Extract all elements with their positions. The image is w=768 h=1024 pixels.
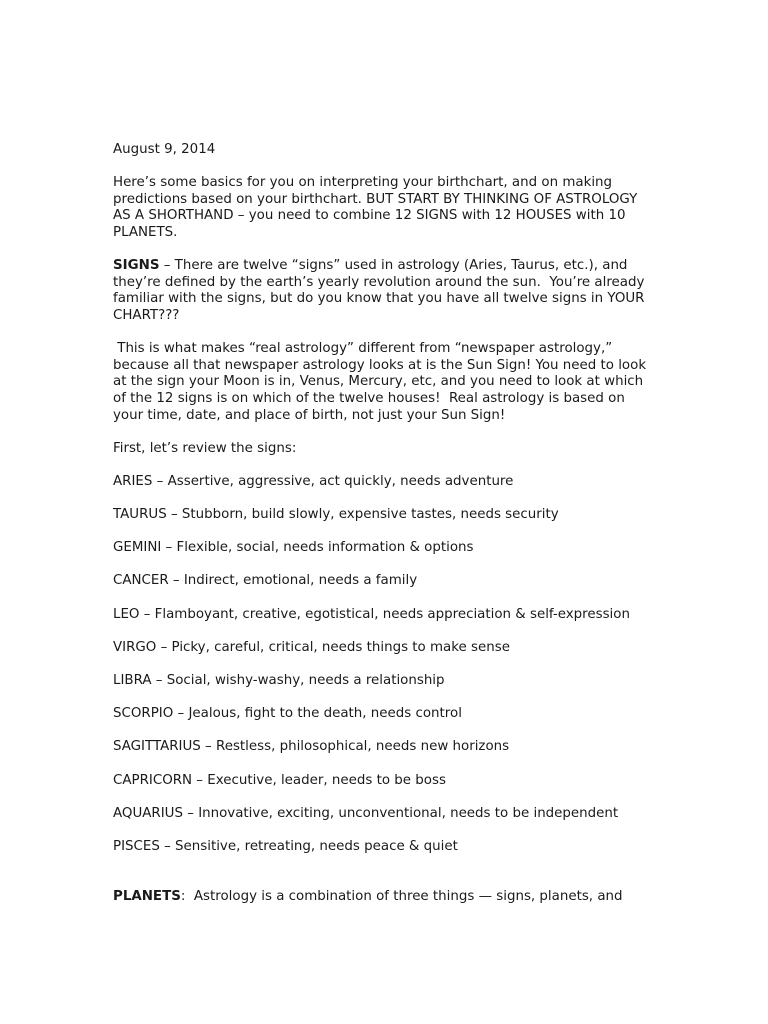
section-spacer — [113, 872, 658, 889]
sign-entry-taurus: TAURUS – Stubborn, build slowly, expensive tastes, needs security — [113, 507, 559, 523]
planets-paragraph — [113, 889, 658, 906]
sign-entry-aries: ARIES – Assertive, aggressive, act quickly, needs adventure — [113, 473, 514, 489]
sign-entry-sagittarius: SAGITTARIUS – Restless, philosophical, needs new horizons — [113, 739, 510, 755]
sign-entry-aquarius: AQUARIUS – Innovative, exciting, unconventional, needs to be independent — [113, 805, 619, 821]
sign-entry-cancer: CANCER – Indirect, emotional, needs a family — [113, 573, 418, 589]
document-page — [113, 142, 658, 922]
review-line: First, let’s review the signs: — [113, 440, 297, 456]
sign-entry-scorpio: SCORPIO – Jealous, fight to the death, needs control — [113, 706, 462, 722]
sign-entry-gemini: GEMINI – Flexible, social, needs information & options — [113, 540, 474, 556]
sign-entry-capricorn: CAPRICORN – Executive, leader, needs to be boss — [113, 772, 446, 788]
sign-entry-virgo: VIRGO – Picky, careful, critical, needs things to make sense — [113, 639, 510, 655]
document-date: August 9, 2014 — [113, 142, 216, 157]
sign-entry-leo: LEO – Flamboyant, creative, egotistical, needs appreciation & self-expression — [113, 606, 630, 622]
sign-entry-pisces: PISCES – Sensitive, retreating, needs peace & quiet — [113, 838, 458, 854]
intro-paragraph: Here’s some basics for you on interpreting your birthchart, and on making predictions based on your birthchart. BUT START BY THINKING OF ASTROLOGY AS A SHORTHAND – you need to combine 12 SIGNS with 12 HOUSES with 10 PLANETS. — [113, 175, 642, 240]
sign-entry-libra: LIBRA – Social, wishy-washy, needs a relationship — [113, 673, 445, 688]
planets-heading: PLANETS — [113, 888, 181, 904]
signs-paragraph — [113, 258, 658, 324]
signs-text: – There are twelve “signs” used in astrology (Aries, Taurus, etc.), and they’re defined by the earth’s yearly revolution around the sun. You’re already familiar with the signs, but do you know that you have all twelve signs in YOUR CHART??? — [113, 258, 649, 323]
planets-text: : Astrology is a combination of three things — signs, planets, and — [180, 888, 623, 904]
real-astrology-paragraph: This is what makes “real astrology” different from “newspaper astrology,” because all that newspaper astrology looks at is the Sun Sign! You need to look at the sign your Moon is in, Venus, Mercury, etc, and you need to look at which of the 12 signs is on which of the twelve houses! Real astrology is based on your time, date, and place of birth, not just your Sun Sign! — [113, 341, 651, 423]
signs-heading: SIGNS — [113, 258, 160, 274]
